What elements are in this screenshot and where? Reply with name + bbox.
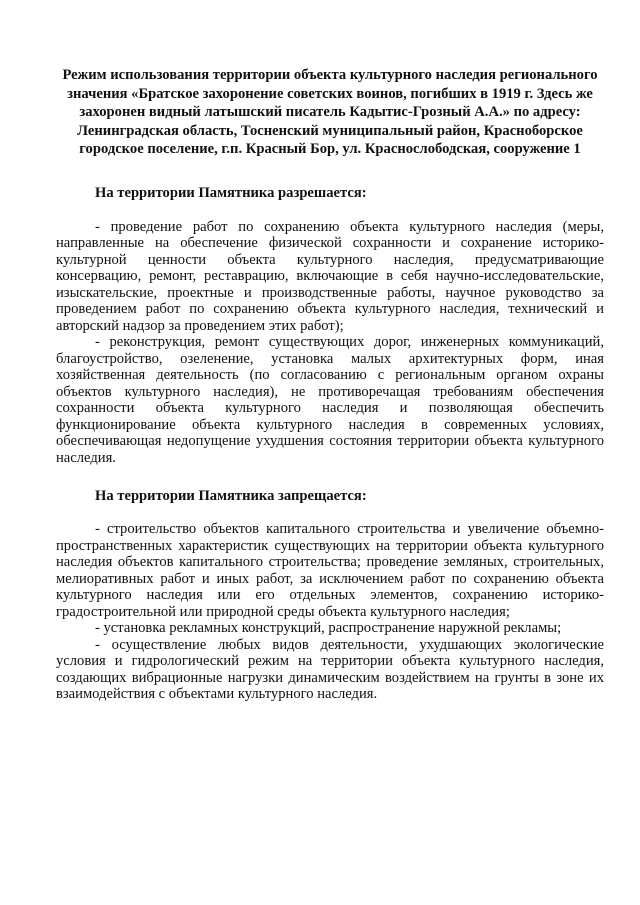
document-title: Режим использования территории объекта культурного наследия регионального значения «Братское захоронение советских воинов, погибших в 1919 г. Здесь же захоронен видный латышский писатель Кадытис-Грозный А.А.» по адресу: Ленинградская область, Тосненский муниципальный район, Красноборское городское поселение, г.п. Красный Бор, ул. Краснослободская, сооружение 1 <box>62 67 598 158</box>
allowed-heading: На территории Памятника разрешается: <box>95 184 367 201</box>
allowed-item: - реконструкция, ремонт существующих дорог, инженерных коммуникаций, благоустройство, озеленение, установка малых архитектурных форм, иная хозяйственная деятельность (по согласованию с региональным органом охраны объектов культурного наследия), не противоречащая требованиям обеспечения сохранности объекта культурного наследия и позволяющая обеспечить функционирование объекта культурного наследия в современных условиях, обеспечивающая недопущение ухудшения состояния территории объекта культурного наследия. <box>56 334 604 466</box>
allowed-item: - проведение работ по сохранению объекта культурного наследия (меры, направленные на обеспечение физической сохранности и сохранение историко-культурной ценности объекта культурного наследия, предусматривающие консервацию, ремонт, реставрацию, включающие в себя научно-исследовательские, изыскательские, проектные и производственные работы, научное руководство за проведением работ по сохранению объекта культурного наследия, технический и авторский надзор за проведением этих работ); <box>56 218 604 334</box>
prohibited-item: - установка рекламных конструкций, распространение наружной рекламы; <box>95 620 562 637</box>
prohibited-heading: На территории Памятника запрещается: <box>95 488 367 505</box>
prohibited-item: - строительство объектов капитального строительства и увеличение объемно-пространственных характеристик существующих на территории объекта культурного наследия объектов капитального строительства; проведение земляных, строительных, мелиоративных работ и иных работ, за исключением работ по сохранению объекта культурного наследия или его отдельных элементов, сохранению историко-градостроительной или природной среды объекта культурного наследия; <box>56 521 604 620</box>
prohibited-item: - осуществление любых видов деятельности, ухудшающих экологические условия и гидрологический режим на территории объекта культурного наследия, создающих вибрационные нагрузки динамическим воздействием на грунты в зоне их взаимодействия с объектами культурного наследия. <box>56 636 604 703</box>
document-page <box>56 66 604 703</box>
